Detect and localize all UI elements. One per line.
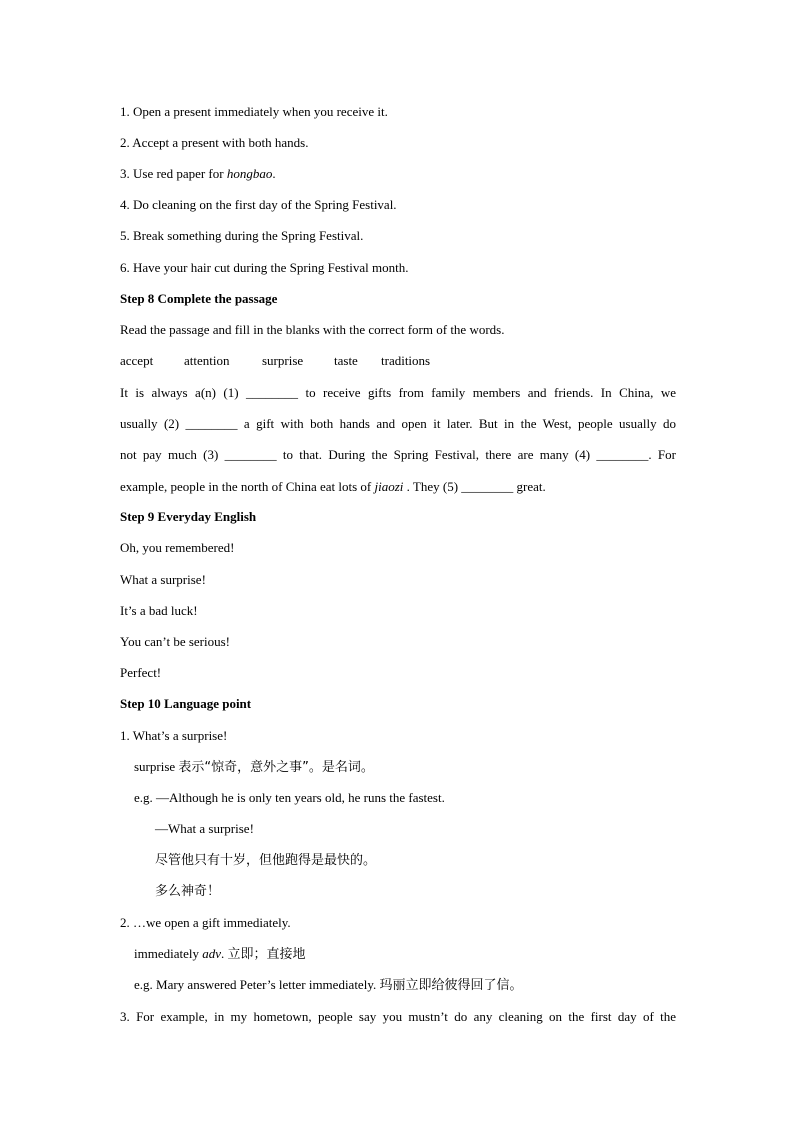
point-2-note — [134, 946, 674, 963]
point-1-example-reply: —What a surprise! — [155, 821, 254, 836]
point-2-title: 2. …we open a gift immediately. — [120, 915, 291, 930]
point-1-note-zh: 表示“惊奇，意外之事”。是名词。 — [178, 760, 374, 775]
word-bank-item: attention — [184, 353, 230, 368]
step10-heading: Step 10 Language point — [120, 696, 252, 711]
list-item-6: 6. Have your hair cut during the Spring Festival month. — [120, 260, 409, 275]
list-item-2: 2. Accept a present with both hands. — [120, 135, 309, 150]
point-2-note-zh: 立即；直接地 — [227, 947, 306, 962]
point-2-example-en: e.g. Mary answered Peter’s letter immediately. — [134, 977, 380, 992]
list-item-3-text: 3. Use red paper for — [120, 166, 227, 181]
point-1-note — [134, 759, 674, 776]
word-bank-item: traditions — [381, 353, 431, 368]
passage-line-4-start: example, people in the north of China eat lots of — [120, 479, 375, 494]
list-item-3-end: . — [272, 166, 276, 181]
word-bank-item: taste — [334, 353, 358, 368]
list-item-5: 5. Break something during the Spring Festival. — [120, 228, 364, 243]
point-3-title: 3. For example, in my hometown, people say you mustn’t do any cleaning on the first day of the — [120, 1009, 676, 1024]
passage-line-1: It is always a(n) (1) ________ to receive gifts from family members and friends. In China, we — [120, 385, 676, 400]
passage-italic-word: jiaozi — [374, 479, 404, 494]
word-bank-item: surprise — [262, 353, 304, 368]
list-item-3-italic: hongbao — [226, 166, 273, 181]
point-1-translation-2: 多么神奇！ — [155, 884, 221, 899]
point-2-note-dot: . — [221, 946, 228, 961]
point-1-example: e.g. —Although he is only ten years old, he runs the fastest. — [134, 790, 445, 805]
passage-line-4 — [120, 479, 676, 495]
word-bank-item: accept — [120, 353, 154, 368]
word-bank — [120, 353, 676, 369]
list-item-4: 4. Do cleaning on the first day of the Spring Festival. — [120, 197, 397, 212]
point-2-example-zh: 玛丽立即给彼得回了信。 — [379, 978, 523, 993]
passage-line-4-end: . They (5) ________ great. — [403, 479, 546, 494]
step8-instruction: Read the passage and fill in the blanks with the correct form of the words. — [120, 322, 505, 337]
phrase: Perfect! — [120, 665, 162, 680]
passage-line-3: not pay much (3) ________ to that. During the Spring Festival, there are many (4) ________. For — [120, 447, 676, 462]
list-item-1: 1. Open a present immediately when you receive it. — [120, 104, 388, 119]
point-1-note-en: surprise — [134, 759, 179, 774]
step9-heading: Step 9 Everyday English — [120, 509, 257, 524]
passage-line-2: usually (2) ________ a gift with both hands and open it later. But in the West, people usually do — [120, 416, 676, 431]
phrase: It’s a bad luck! — [120, 603, 198, 618]
list-item-3 — [120, 166, 676, 182]
phrase: You can’t be serious! — [120, 634, 231, 649]
step8-heading: Step 8 Complete the passage — [120, 291, 278, 306]
point-2-example — [134, 977, 674, 994]
phrase: What a surprise! — [120, 572, 206, 587]
phrase: Oh, you remembered! — [120, 540, 235, 555]
point-2-note-en: immediately — [134, 946, 203, 961]
point-1-translation-1: 尽管他只有十岁，但他跑得是最快的。 — [155, 853, 377, 868]
point-1-title: 1. What’s a surprise! — [120, 728, 228, 743]
point-2-note-pos: adv — [202, 946, 222, 961]
